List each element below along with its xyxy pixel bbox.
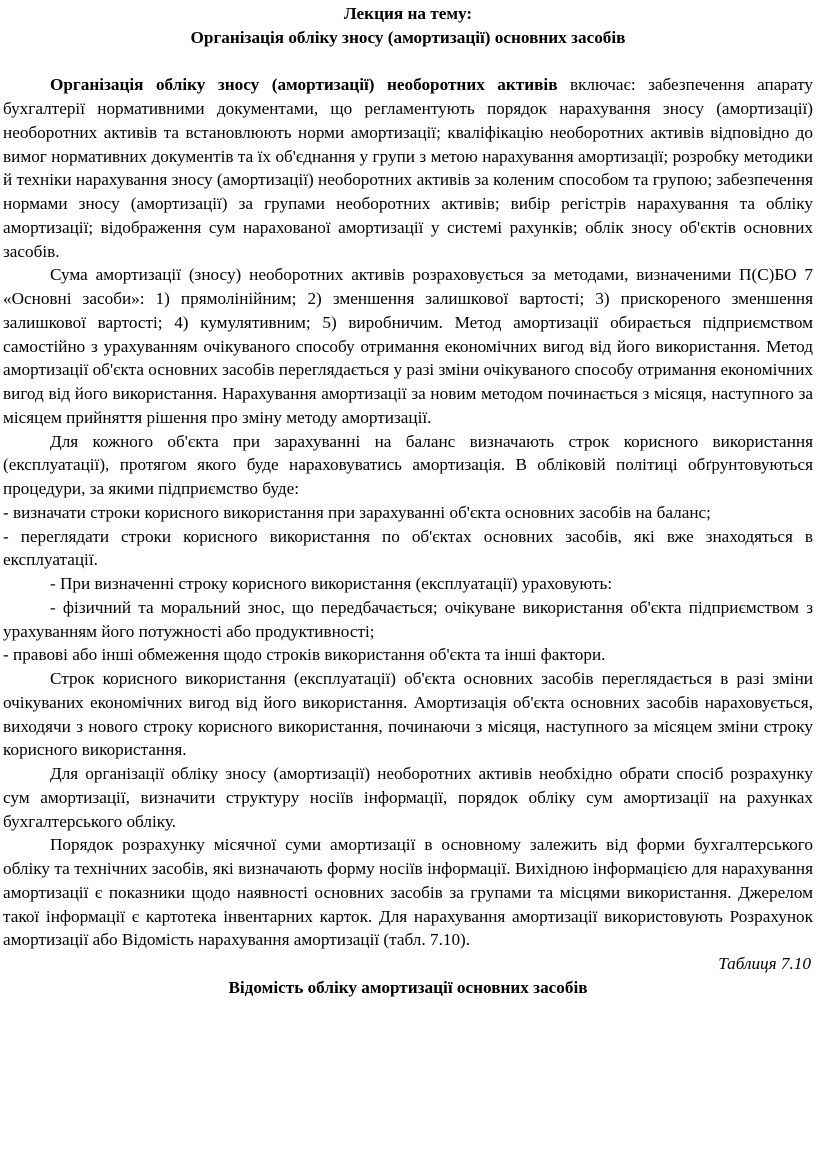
- paragraph-methods: Сума амортизації (зносу) необоротних активів розраховується за методами, визначеними П(С)БО 7 «Основні засоби»: 1) прямолінійним; 2) зменшення залишкової вартості; 3) прискореного зменшення залишкової вартості; 4) кумулятивним; 5) виробничим. Метод амортизації обирається підприємством самостійно з урахуванням очікуваного способу отримання економічних вигод від його використання. Метод амортизації об'єкта основних засобів переглядається у разі зміни очікуваного способу отримання економічних вигод від його використання. Нарахування амортизації за новим методом починається з місяця, наступного за місяцем прийняття рішення про зміну методу амортизації.: [3, 265, 813, 427]
- paragraph-organization: [3, 73, 813, 263]
- list-item: - переглядати строки корисного використання по об'єктах основних засобів, які вже знаходяться в експлуатації.: [3, 526, 813, 570]
- lecture-title: Лекция на тему:: [343, 4, 473, 23]
- title-spacer: [3, 50, 813, 74]
- paragraph-useful-life: Для кожного об'єкта при зарахуванні на баланс визначають строк корисного використання (експлуатації), протягом якого буде нараховуватись амортизація. В обліковій політиці обґрунтовуються процедури, за якими підприємство буде:: [3, 431, 813, 498]
- list-item: - правові або інші обмеження щодо строків використання об'єкта та інші фактори.: [3, 645, 606, 665]
- paragraph-monthly-amount: Порядок розрахунку місячної суми амортизації в основному залежить від форми бухгалтерського обліку та технічних засобів, які визначають форму носіїв інформації. Вихідною інформацією для нарахування амортизації є показники щодо наявності основних засобів за групами та місцями використання. Джерелом такої інформації є картотека інвентарних карток. Для нарахування амортизації використовують Розрахунок амортизації або Відомість нарахування амортизації (табл. 7.10).: [3, 835, 813, 950]
- paragraph-bold-lead: Організація обліку зносу (амортизації) необоротних активів: [50, 75, 558, 95]
- paragraph-organization-text: включає: забезпечення апарату бухгалтерії нормативними документами, що регламентують порядок нарахування зносу (амортизації) необоротних активів та встановлюють норми амортизації; кваліфікацію необоротних активів відповідно до вимог нормативних документів та їх об'єднання у групи з метою нарахування амортизації; розробку методики й техніки нарахування зносу (амортизації) необоротних активів за коленим способом та групою; забезпечення нормами зносу (амортизації) за групами необоротних активів; вибір регістрів нарахування та обліку амортизації; відображення сум нарахованої амортизації у системі рахунків; облік зносу об'єктів основних засобів.: [3, 75, 813, 261]
- paragraph-calculation-method: Для організації обліку зносу (амортизації) необоротних активів необхідно обрати спосіб розрахунку сум амортизації, визначити структуру носіїв інформації, порядок обліку сум амортизації на рахунках бухгалтерського обліку.: [3, 764, 813, 831]
- table-title: Відомість обліку амортизації основних засобів: [228, 977, 588, 997]
- table-label: Таблиця 7.10: [718, 954, 811, 973]
- list-item: - визначати строки корисного використання при зарахуванні об'єкта основних засобів на баланс;: [3, 502, 711, 522]
- list-item: - При визначенні строку корисного використання (експлуатації) ураховують:: [50, 574, 613, 593]
- list-item: - фізичний та моральний знос, що передбачається; очікуване використання об'єкта підприємством з урахуванням його потужності або продуктивності;: [3, 597, 813, 641]
- topic-title: Організація обліку зносу (амортизації) основних засобів: [190, 27, 626, 47]
- paragraph-revision: Строк корисного використання (експлуатації) об'єкта основних засобів переглядається в разі зміни очікуваних економічних вигод від його використання. Амортизація об'єкта основних засобів нараховується, виходячи з нового строку корисного використання, починаючи з місяця, наступного за місяцем зміни строку корисного використання.: [3, 669, 813, 760]
